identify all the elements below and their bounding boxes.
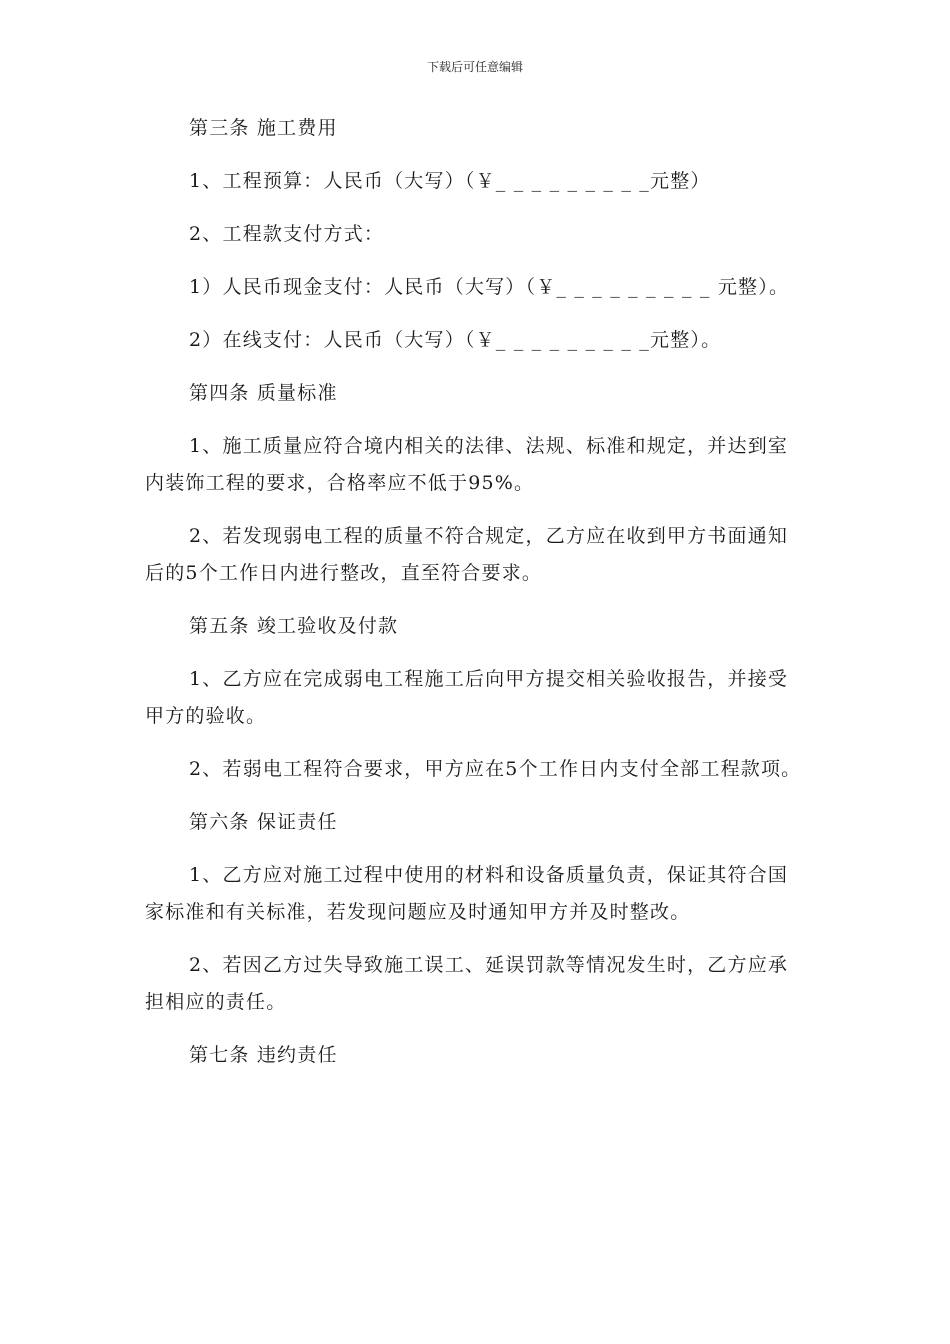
- article-3-item-2: 2、工程款支付方式：: [189, 223, 385, 245]
- article-5-item-2: 2、若弱电工程符合要求，甲方应在5个工作日内支付全部工程款项。: [189, 758, 802, 780]
- article-3-item-2-1: 1）人民币现金支付：人民币（大写）（￥_ _ _ _ _ _ _ _ _ 元整）。: [189, 276, 790, 298]
- article-6-heading: 第六条 保证责任: [189, 811, 338, 833]
- article-6-item-1: 1、乙方应对施工过程中使用的材料和设备质量负责，保证其符合国家标准和有关标准，若发现问题应及时通知甲方并及时整改。: [145, 864, 789, 923]
- header-note: 下载后可任意编辑: [426, 60, 523, 74]
- article-3-heading: 第三条 施工费用: [189, 117, 338, 139]
- article-3-item-2-2: 2）在线支付：人民币（大写）（￥_ _ _ _ _ _ _ _ _元整）。: [189, 329, 722, 351]
- article-5-item-1: 1、乙方应在完成弱电工程施工后向甲方提交相关验收报告，并接受甲方的验收。: [145, 668, 789, 727]
- article-4-item-2: 2、若发现弱电工程的质量不符合规定，乙方应在收到甲方书面通知后的5个工作日内进行整改，直至符合要求。: [145, 525, 789, 584]
- article-5-heading: 第五条 竣工验收及付款: [189, 615, 399, 637]
- document-body: [145, 110, 805, 1090]
- article-7-heading: 第七条 违约责任: [189, 1044, 338, 1066]
- article-6-item-2: 2、若因乙方过失导致施工误工、延误罚款等情况发生时，乙方应承担相应的责任。: [145, 954, 789, 1013]
- article-4-item-1: 1、施工质量应符合境内相关的法律、法规、标准和规定，并达到室内装饰工程的要求，合格率应不低于95%。: [145, 435, 789, 494]
- article-3-item-1: 1、工程预算：人民币（大写）（￥_ _ _ _ _ _ _ _ _元整）: [189, 170, 711, 192]
- article-4-heading: 第四条 质量标准: [189, 382, 338, 404]
